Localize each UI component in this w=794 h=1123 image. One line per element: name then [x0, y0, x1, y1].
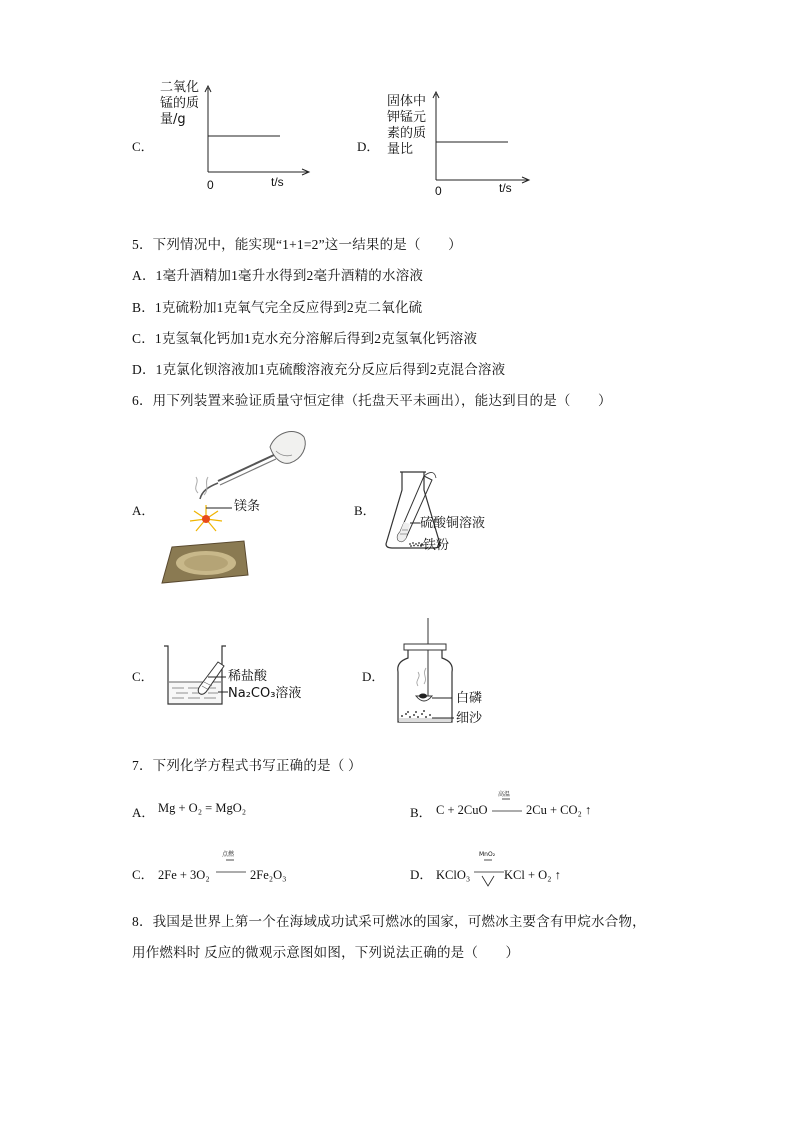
- q6-option-c-letter: C．: [132, 669, 154, 684]
- q7-b-condition: 高温: [498, 791, 511, 798]
- q6-c-sodium-carbonate-label: Na₂CO₃溶液: [228, 686, 302, 701]
- q7-option-d-letter: D．: [410, 867, 433, 882]
- q7-c-condition: 点燃: [222, 851, 235, 858]
- q6-a-magnesium-label: 镁条: [234, 499, 261, 514]
- q4-d-origin: 0: [435, 184, 442, 198]
- q7-option-b-letter: B．: [410, 805, 432, 820]
- q7-b-left: C + 2CuO: [436, 803, 488, 817]
- q6-c-hydrochloric-acid-label: 稀盐酸: [228, 669, 268, 684]
- q4-option-d-letter: D．: [357, 139, 380, 154]
- q8-stem-line-1: 8．我国是世界上第一个在海域成功试采可燃冰的国家，可燃冰主要含有甲烷水合物，: [132, 914, 646, 929]
- q4-c-y-axis-label: 二氧化 锰的质 量/g: [160, 80, 200, 127]
- q4-c-origin: 0: [207, 178, 214, 192]
- q6-d-fine-sand-label: 细沙: [456, 711, 483, 726]
- q6-option-b-letter: B．: [354, 503, 376, 518]
- q5-option-a: A．1毫升酒精加1毫升水得到2毫升酒精的水溶液: [132, 268, 424, 283]
- q8-stem-line-2: 用作燃料时 反应的微观示意图如图，下列说法正确的是（ ）: [132, 945, 520, 960]
- q4-c-graph: [200, 84, 320, 194]
- q6-b-iron-powder-label: 铁粉: [423, 538, 450, 553]
- q7-d-reaction-arrow: [474, 858, 508, 892]
- q7-a-equation: Mg + O₂ = MgO₂: [158, 801, 247, 815]
- q4-c-x-axis-label: t/s: [271, 175, 284, 189]
- q4-d-y-axis-label: 固体中 钾锰元 素的质 量比: [387, 94, 427, 157]
- q7-option-a-letter: A．: [132, 805, 155, 820]
- q6-option-a-letter: A．: [132, 503, 155, 518]
- q7-b-reaction-arrow: [490, 797, 526, 813]
- q7-d-left: KClO₃: [436, 868, 471, 882]
- q7-c-right: 2Fe₂O₃: [250, 868, 287, 882]
- q7-d-right: KCl + O₂ ↑: [504, 868, 561, 882]
- q7-d-condition: MnO₂: [479, 851, 496, 858]
- q7-c-left: 2Fe + 3O₂: [158, 868, 210, 882]
- q7-stem: 7．下列化学方程式书写正确的是（ ）: [132, 758, 362, 773]
- q4-d-graph: [428, 90, 548, 200]
- q5-option-d: D．1克氯化钡溶液加1克硫酸溶液充分反应后得到2克混合溶液: [132, 362, 506, 377]
- q5-option-c: C．1克氢氧化钙加1克水充分溶解后得到2克氢氧化钙溶液: [132, 331, 478, 346]
- q5-option-b: B．1克硫粉加1克氧气完全反应得到2克二氧化硫: [132, 300, 423, 315]
- q4-d-x-axis-label: t/s: [499, 181, 512, 195]
- q6-b-copper-sulfate-label: 硫酸铜溶液: [420, 516, 486, 531]
- q4-option-c-letter: C．: [132, 139, 154, 154]
- q6-a-label-pointer: [206, 506, 236, 510]
- q7-c-reaction-arrow: [214, 858, 250, 874]
- q6-stem: 6．用下列装置来验证质量守恒定律（托盘天平未画出），能达到目的是（ ）: [132, 393, 612, 408]
- q7-b-right: 2Cu + CO₂ ↑: [526, 803, 592, 817]
- q6-option-d-letter: D．: [362, 669, 385, 684]
- q7-option-c-letter: C．: [132, 867, 154, 882]
- q6-d-white-phosphorus-label: 白磷: [456, 691, 483, 706]
- q5-stem: 5．下列情况中，能实现“1+1=2”这一结果的是（ ）: [132, 237, 462, 252]
